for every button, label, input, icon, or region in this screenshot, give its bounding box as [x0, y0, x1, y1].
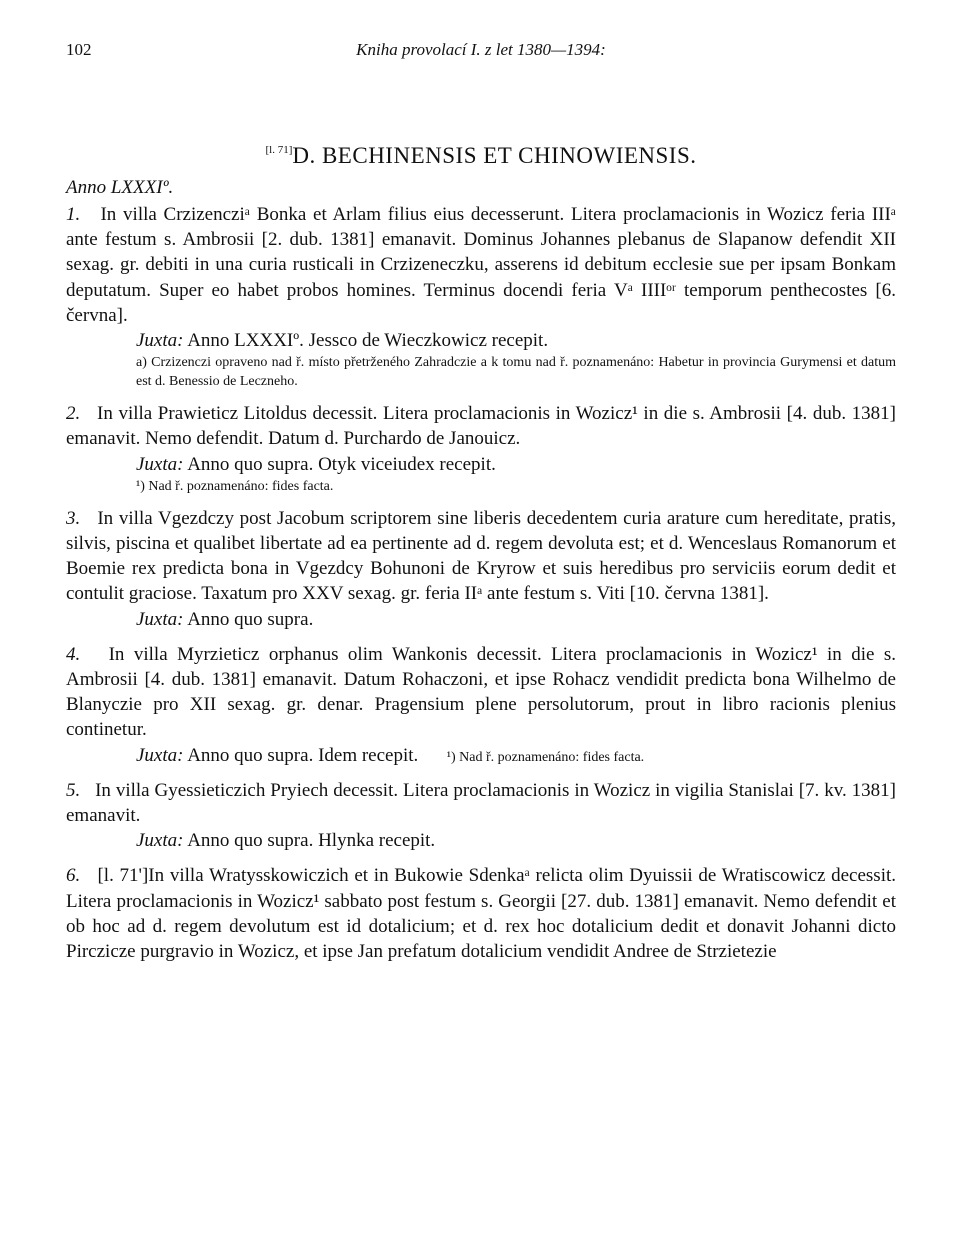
- juxta-label: Juxta:: [136, 330, 184, 352]
- document-body: [66, 202, 896, 964]
- entry-4: [66, 642, 896, 768]
- entry-number: 1.: [66, 204, 81, 225]
- entry-number: 2.: [66, 403, 81, 425]
- entry-body: In villa Crzizencziᵃ Bonka et Arlam filius eius decesserunt. Litera proclamacionis in Wozicz feria IIIᵃ ante festum s. Ambrosii [2. dub. 1381] emanavit. Dominus Johannes plebanus de Slapanow defendit XII sexag. gr. debiti in una curia rusticali in Crzizeneczku, asserens id debitum ecclesie sue per ipsam Bonkam deputatum. Super eo habet probos homines. Terminus docendi feria Vᵃ IIIIᵒʳ temporum penthecostes [6. června].: [66, 204, 896, 326]
- entry-text: [66, 506, 896, 607]
- juxta-line: [66, 828, 896, 853]
- entry-text: [66, 642, 896, 743]
- entry-body: In villa Myrzieticz orphanus olim Wankonis decessit. Litera proclamacionis in Wozicz¹ in die s. Ambrosii [4. dub. 1381] emanavit. Datum Rohaczoni, et ipse Rohacz vendidit predicta bona Wilhelmo de Blanyczie pro XII sexag. gr. denar. Pragensium plene persolutorum, prout in libro racionis plenius continetur.: [66, 643, 896, 741]
- folio-marker: [l. 71]: [265, 144, 293, 156]
- juxta-line: [66, 743, 896, 768]
- year-line: Anno LXXXIº.: [66, 177, 174, 198]
- footnote: a) Crzizenczi opraveno nad ř. místo přetrženého Zahradczie a k tomu nad ř. poznamenáno: Habetur in provincia Gurymensi et datum est d. Benessio de Leczneho.: [136, 355, 896, 390]
- entry-number: 3.: [66, 507, 81, 529]
- entry-2: [66, 401, 896, 496]
- juxta-text: Anno quo supra. Otyk viceiudex recepit.: [187, 453, 496, 475]
- footnote: ¹) Nad ř. poznamenáno: fides facta.: [446, 749, 645, 765]
- page-header-title: Kniha provolací I. z let 1380—1394:: [356, 40, 606, 59]
- juxta-label: Juxta:: [136, 830, 184, 852]
- page-number: 102: [66, 40, 92, 59]
- entry-body: In villa Vgezdczy post Jacobum scriptorem sine liberis decedentem curia arature cum hereditate, pratis, silvis, piscina et qualibet libertate ad ea pertinente ad d. regem devoluta est; et d. Wenceslaus Romanorum et Boemie rex predicta bona in Vgezdcy Bohunoni de Kryrow et suis heredibus pro serviciis eorum dedit et contulit graciose. Taxatum pro XXV sexag. gr. feria IIᵃ ante festum s. Viti [10. června 1381].: [66, 507, 897, 605]
- juxta-label: Juxta:: [136, 453, 184, 475]
- juxta-text: Anno LXXXIº. Jessco de Wieczkowicz recepit.: [187, 330, 549, 352]
- entry-3: [66, 506, 896, 632]
- entry-text: [66, 778, 896, 828]
- entry-5: [66, 778, 896, 854]
- footnote: ¹) Nad ř. poznamenáno: fides facta.: [136, 478, 334, 494]
- running-head: [66, 40, 896, 64]
- entry-body: In villa Gyessieticzich Pryiech decessit. Litera proclamacionis in Wozicz in vigilia Stanislai [7. kv. 1381] emanavit.: [66, 779, 896, 827]
- entry-body: In villa Prawieticz Litoldus decessit. Litera proclamacionis in Wozicz¹ in die s. Ambrosii [4. dub. 1381] emanavit. Nemo defendit. Datum d. Purchardo de Janouicz.: [66, 403, 896, 450]
- entry-1: [66, 202, 896, 391]
- entry-6: [66, 863, 896, 964]
- juxta-line: [66, 607, 896, 632]
- entry-number: 4.: [66, 643, 81, 665]
- entry-text: [66, 401, 896, 451]
- section-heading: [66, 143, 896, 169]
- juxta-label: Juxta:: [136, 744, 184, 766]
- entry-text: [66, 863, 896, 964]
- section-title: D. BECHINENSIS ET CHINOWIENSIS.: [292, 143, 697, 168]
- juxta-text: Anno quo supra.: [187, 608, 314, 630]
- juxta-line: [66, 328, 896, 353]
- juxta-text: Anno quo supra. Idem recepit.: [187, 744, 419, 766]
- juxta-text: Anno quo supra. Hlynka recepit.: [187, 830, 436, 852]
- entry-number: 6.: [66, 865, 81, 887]
- juxta-label: Juxta:: [136, 608, 184, 630]
- juxta-line: [66, 452, 896, 477]
- entry-text: [66, 202, 896, 328]
- entry-number: 5.: [66, 779, 81, 801]
- entry-body: [l. 71']In villa Wratysskowiczich et in Bukowie Sdenkaᵃ relicta olim Dyuissii de Wratiscowicz decessit. Litera proclamacionis in Wozicz¹ sabbato post festum s. Georgii [27. dub. 1381] emanavit. Nemo defendit et ob hoc ad d. regem devolutum est id dotalicium; et d. rex hoc dotalicium dedit et donavit Johanni dicto Pirczicze purgravio in Wozicz, et ipse Jan prefatum dotalicium vendidit Andree de Strzietezie: [66, 865, 897, 963]
